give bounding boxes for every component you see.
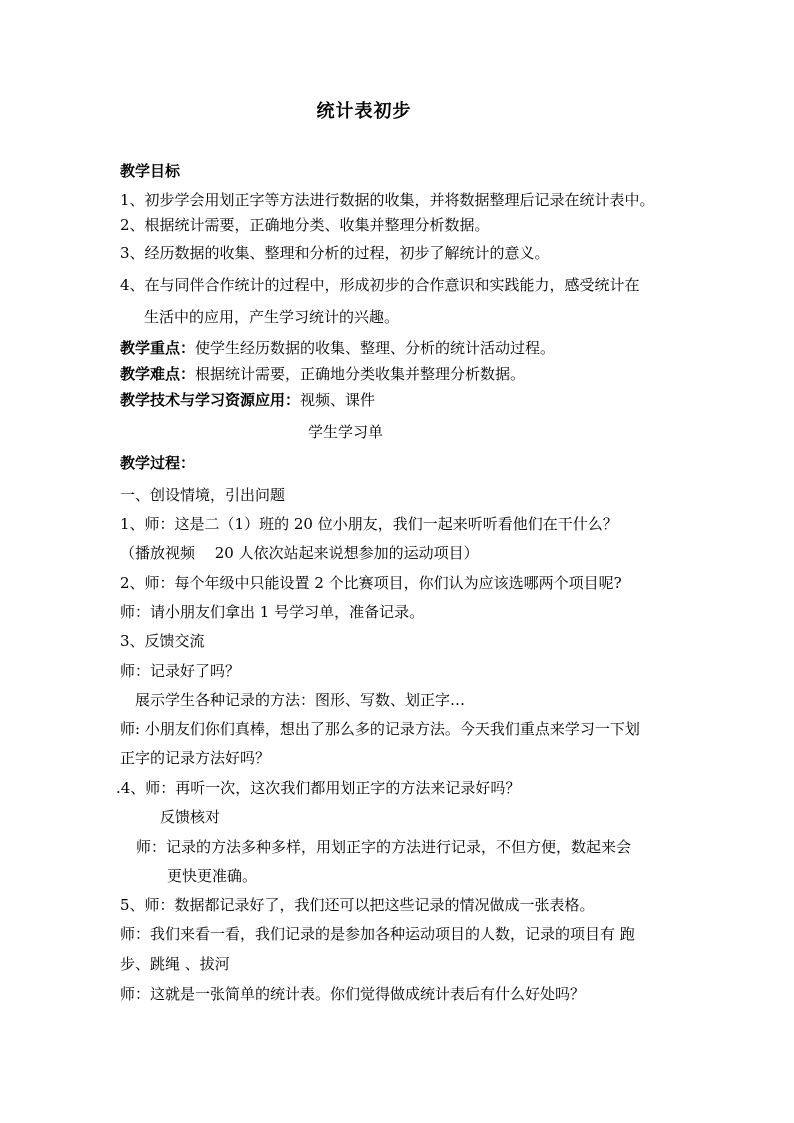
- process-line-16: 师：我们来看一看，我们记录的是参加各种运动项目的人数，记录的项目有 跑: [120, 925, 635, 943]
- process-line-11: .4、师：再听一次，这次我们都用划正字的方法来记录好吗？: [116, 779, 521, 797]
- resources: [120, 389, 375, 411]
- process-line-15: 5、师：数据都记录好了，我们还可以把这些记录的情况做成一张表格。: [120, 896, 595, 914]
- worksheet-label: 学生学习单: [308, 423, 384, 441]
- key-point: [120, 337, 555, 359]
- process-line-6: 3、反馈交流: [120, 632, 205, 650]
- difficulty-text: 根据统计需要，正确地分类收集并整理分析数据。: [195, 365, 526, 383]
- process-line-1: 一、创设情境，引出问题: [120, 486, 286, 504]
- difficulty: [120, 363, 525, 385]
- objective-4: 4、在与同伴合作统计的过程中，形成初步的合作意识和实践能力，感受统计在: [120, 276, 640, 294]
- objectives-heading: 教学目标: [120, 162, 181, 180]
- difficulty-label: 教学难点：: [120, 365, 196, 383]
- key-point-label: 教学重点：: [120, 339, 196, 357]
- process-line-14: 更快更准确。: [167, 867, 258, 885]
- process-line-8: 展示学生各种记录的方法：图形、写数、划正字…: [135, 691, 466, 709]
- process-line-12: 反馈核对: [160, 808, 221, 826]
- document-title: 统计表初步: [316, 101, 412, 122]
- key-point-text: 使学生经历数据的收集、整理、分析的统计活动过程。: [195, 339, 556, 357]
- objective-2: 2、根据统计需要，正确地分类、收集并整理分析数据。: [120, 216, 490, 234]
- objective-3: 3、经历数据的收集、整理和分析的过程，初步了解统计的意义。: [120, 244, 550, 262]
- process-line-9: 师: 小朋友们你们真棒，想出了那么多的记录方法。今天我们重点来学习一下划: [120, 720, 640, 738]
- process-line-17: 步、跳绳 、拔河: [120, 955, 230, 973]
- resources-label: 教学技术与学习资源应用：: [120, 391, 301, 409]
- process-heading: 教学过程：: [120, 454, 196, 472]
- resources-text: 视频、课件: [300, 391, 376, 409]
- process-line-13: 师：记录的方法多种多样，用划正字的方法进行记录，不但方便，数起来会: [136, 838, 632, 856]
- process-line-4: 2、师：每个年级中只能设置 2 个比赛项目，你们认为应该选哪两个项目呢?: [120, 574, 622, 592]
- process-line-5: 师：请小朋友们拿出 1 号学习单，准备记录。: [120, 603, 425, 621]
- objective-4-continued: 生活中的应用，产生学习统计的兴趣。: [144, 308, 400, 326]
- process-line-7: 师：记录好了吗？: [120, 662, 241, 680]
- process-line-18: 师：这就是一张简单的统计表。你们觉得做成统计表后有什么好处吗？: [120, 985, 586, 1003]
- process-line-10: 正字的记录方法好吗？: [120, 749, 271, 767]
- objective-1: 1、初步学会用划正字等方法进行数据的收集，并将数据整理后记录在统计表中。: [120, 191, 655, 209]
- process-line-3: （播放视频 20 人依次站起来说想参加的运动项目）: [120, 544, 479, 562]
- process-line-2: 1、师：这是二（1）班的 20 位小朋友，我们一起来听听看他们在干什么？: [120, 515, 618, 533]
